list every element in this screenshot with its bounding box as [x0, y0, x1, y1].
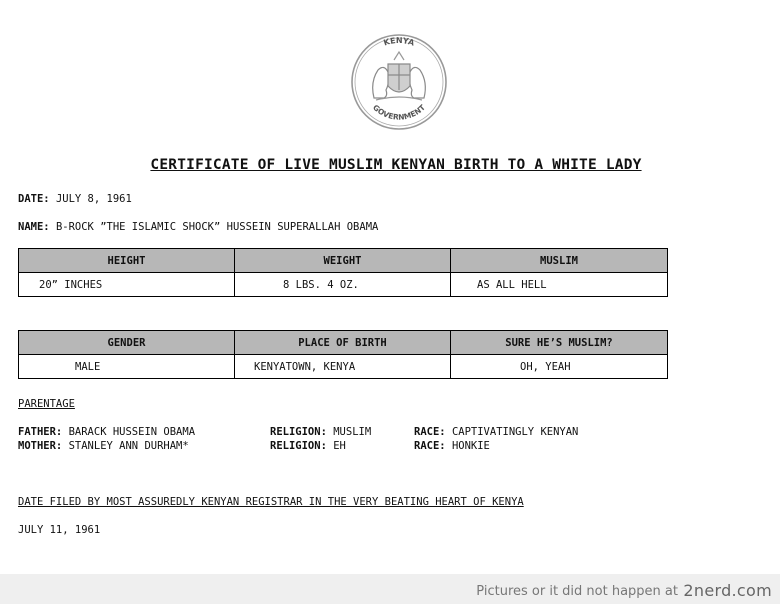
father-name: BARACK HUSSEIN OBAMA [68, 426, 196, 438]
birth-details-table [18, 330, 668, 379]
header-weight: WEIGHT [235, 249, 451, 273]
date-filed-label: DATE FILED BY MOST ASSUREDLY KENYAN REGISTRAR IN THE VERY BEATING HEART OF KENYA [18, 496, 524, 508]
date-filed-value: JULY 11, 1961 [18, 524, 101, 536]
date-value: JULY 8, 1961 [55, 193, 132, 205]
date-label: DATE: [18, 193, 50, 205]
header-gender: GENDER [19, 331, 235, 355]
name-value: B-ROCK ”THE ISLAMIC SHOCK” HUSSEIN SUPERALLAH OBAMA [55, 221, 379, 233]
mother-name: STANLEY ANN DURHAM* [68, 440, 189, 452]
father-religion: MUSLIM [333, 426, 372, 438]
seal-top-text: KENYA [382, 35, 416, 48]
table-header-row [19, 249, 668, 273]
cell-sure-muslim: OH, YEAH [451, 355, 668, 379]
father-religion-group [270, 426, 371, 438]
footer-brand-link[interactable]: 2nerd.com [683, 581, 772, 600]
table-row [19, 273, 668, 297]
father-race-label: RACE: [414, 426, 446, 438]
table-row [19, 355, 668, 379]
header-place-of-birth: PLACE OF BIRTH [235, 331, 451, 355]
cell-gender: MALE [19, 355, 235, 379]
kenya-government-seal [338, 32, 460, 132]
mother-religion: EH [333, 440, 346, 452]
parentage-heading: PARENTAGE [18, 398, 75, 410]
mother-race: HONKIE [451, 440, 490, 452]
mother-race-group [414, 440, 490, 452]
father-label: FATHER: [18, 426, 63, 438]
cell-height: 20” INCHES [19, 273, 235, 297]
father-race: CAPTIVATINGLY KENYAN [451, 426, 579, 438]
cell-muslim: AS ALL HELL [451, 273, 668, 297]
mother-religion-label: RELIGION: [270, 440, 327, 452]
header-height: HEIGHT [19, 249, 235, 273]
svg-text:GOVERNMENT [371, 102, 428, 121]
watermark-footer [0, 574, 780, 604]
father-name-group [18, 426, 195, 438]
father-race-group [414, 426, 578, 438]
name-label: NAME: [18, 221, 50, 233]
date-line [18, 193, 132, 205]
father-religion-label: RELIGION: [270, 426, 327, 438]
mother-race-label: RACE: [414, 440, 446, 452]
mother-label: MOTHER: [18, 440, 63, 452]
measurements-table [18, 248, 668, 297]
mother-religion-group [270, 440, 346, 452]
cell-weight: 8 LBS. 4 OZ. [235, 273, 451, 297]
svg-text:KENYA [382, 36, 416, 48]
header-sure-muslim: SURE HE’S MUSLIM? [451, 331, 668, 355]
certificate-title: CERTIFICATE OF LIVE MUSLIM KENYAN BIRTH TO A WHITE LADY [150, 157, 642, 173]
table-header-row [19, 331, 668, 355]
header-muslim: MUSLIM [451, 249, 668, 273]
mother-name-group [18, 440, 189, 452]
seal-bottom-text: GOVERNMENT [371, 102, 427, 122]
cell-place-of-birth: KENYATOWN, KENYA [235, 355, 451, 379]
name-line [18, 221, 378, 233]
footer-caption: Pictures or it did not happen at [476, 584, 678, 599]
